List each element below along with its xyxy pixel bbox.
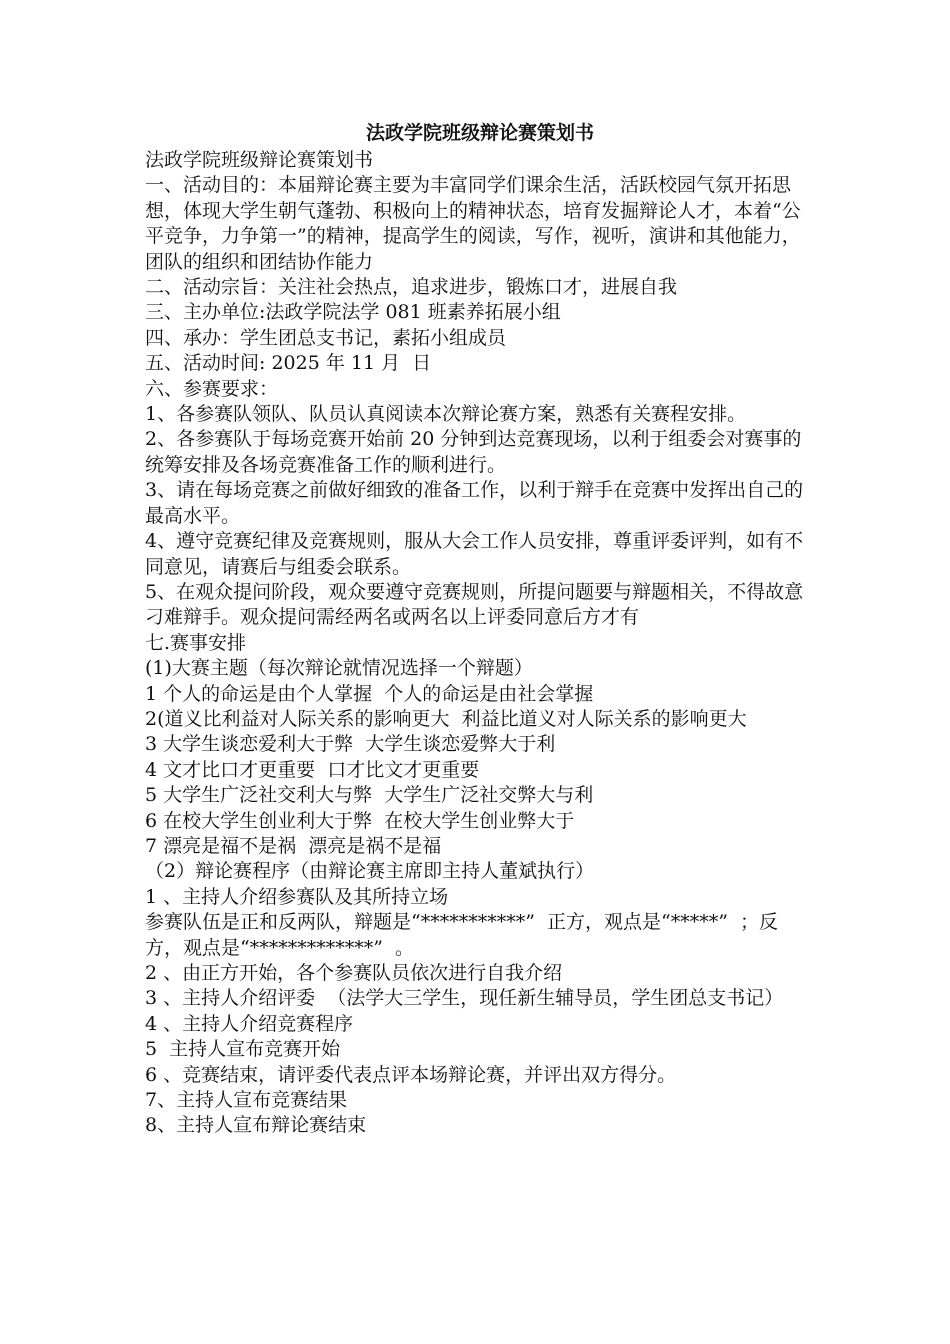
document-page (145, 118, 815, 1139)
document-line: 2 、由正方开始，各个参赛队员依次进行自我介绍 (145, 962, 563, 984)
document-line: 3 、主持人介绍评委 （法学大三学生，现任新生辅导员，学生团总支书记） (145, 987, 784, 1010)
document-line: 8、主持人宣布辩论赛结束 (145, 1114, 367, 1137)
document-line: 7、主持人宣布竞赛结果 (145, 1089, 348, 1112)
document-line: 2、各参赛队于每场竞赛开始前 20 分钟到达竞赛现场，以利于组委会对赛事的统筹安排及各场竞赛准备工作的顺利进行。 (145, 428, 802, 476)
document-line: 参赛队伍是正和反两队，辩题是“***********” 正方，观点是“*****” ；反方，观点是“*************” 。 (145, 911, 779, 959)
document-line: 5 大学生广泛社交利大与弊 大学生广泛社交弊大与利 (145, 784, 594, 807)
document-line: (1)大赛主题（每次辩论就情况选择一个辩题） (145, 657, 533, 680)
document-line: 1 、主持人介绍参赛队及其所持立场 (145, 885, 449, 908)
document-line: 五、活动时间: 2025 年 11 月 日 (145, 352, 432, 375)
document-line: 6 、竞赛结束，请评委代表点评本场辩论赛，并评出双方得分。 (145, 1063, 677, 1086)
document-line: 1、各参赛队领队、队员认真阅读本次辩论赛方案，熟悉有关赛程安排。 (145, 403, 747, 426)
document-line: 法政学院班级辩论赛策划书 (145, 149, 374, 171)
document-line: 5 主持人宣布竞赛开始 (145, 1038, 341, 1061)
document-line: 六、参赛要求： (145, 377, 279, 400)
document-line: 一、活动目的：本届辩论赛主要为丰富同学们课余生活，活跃校园气氛开拓思想，体现大学生朝气蓬勃、积极向上的精神状态，培育发掘辩论人才，本着“公平竞争，力争第一”的精神，提高学生的阅读，写作，视听，演讲和其他能力，团队的组织和团结协作能力 (145, 174, 801, 273)
document-title: 法政学院班级辩论赛策划书 (365, 122, 594, 144)
document-line: 1 个人的命运是由个人掌握 个人的命运是由社会掌握 (145, 682, 594, 705)
document-line: 5、在观众提问阶段，观众要遵守竞赛规则，所提问题要与辩题相关，不得故意刁难辩手。观众提问需经两名或两名以上评委同意后方才有 (145, 580, 804, 629)
document-line: 三、主办单位:法政学院法学 081 班素养拓展小组 (145, 301, 561, 324)
document-line: 4 、主持人介绍竞赛程序 (145, 1012, 354, 1035)
document-line: 6 在校大学生创业利大于弊 在校大学生创业弊大于 (145, 809, 575, 832)
document-line: 7 漂亮是福不是祸 漂亮是祸不是福 (145, 834, 442, 857)
document-line: 四、承办：学生团总支书记，素拓小组成员 (145, 326, 507, 349)
document-line: 2(道义比利益对人际关系的影响更大 利益比道义对人际关系的影响更大 (145, 707, 747, 730)
document-line: 3、请在每场竞赛之前做好细致的准备工作，以利于辩手在竞赛中发挥出自己的最高水平。 (145, 479, 804, 527)
document-line: 4、遵守竞赛纪律及竞赛规则，服从大会工作人员安排，尊重评委评判，如有不同意见，请赛后与组委会联系。 (145, 530, 804, 578)
document-line: 七.赛事安排 (145, 631, 247, 654)
document-line: 4 文才比口才更重要 口才比文才更重要 (145, 758, 480, 781)
document-body (145, 148, 815, 1139)
document-line: 3 大学生谈恋爱利大于弊 大学生谈恋爱弊大于利 (145, 733, 556, 756)
document-line: 二、活动宗旨：关注社会热点，追求进步，锻炼口才，进展自我 (145, 276, 678, 299)
document-line: （2）辩论赛程序（由辩论赛主席即主持人董斌执行） (145, 860, 595, 883)
